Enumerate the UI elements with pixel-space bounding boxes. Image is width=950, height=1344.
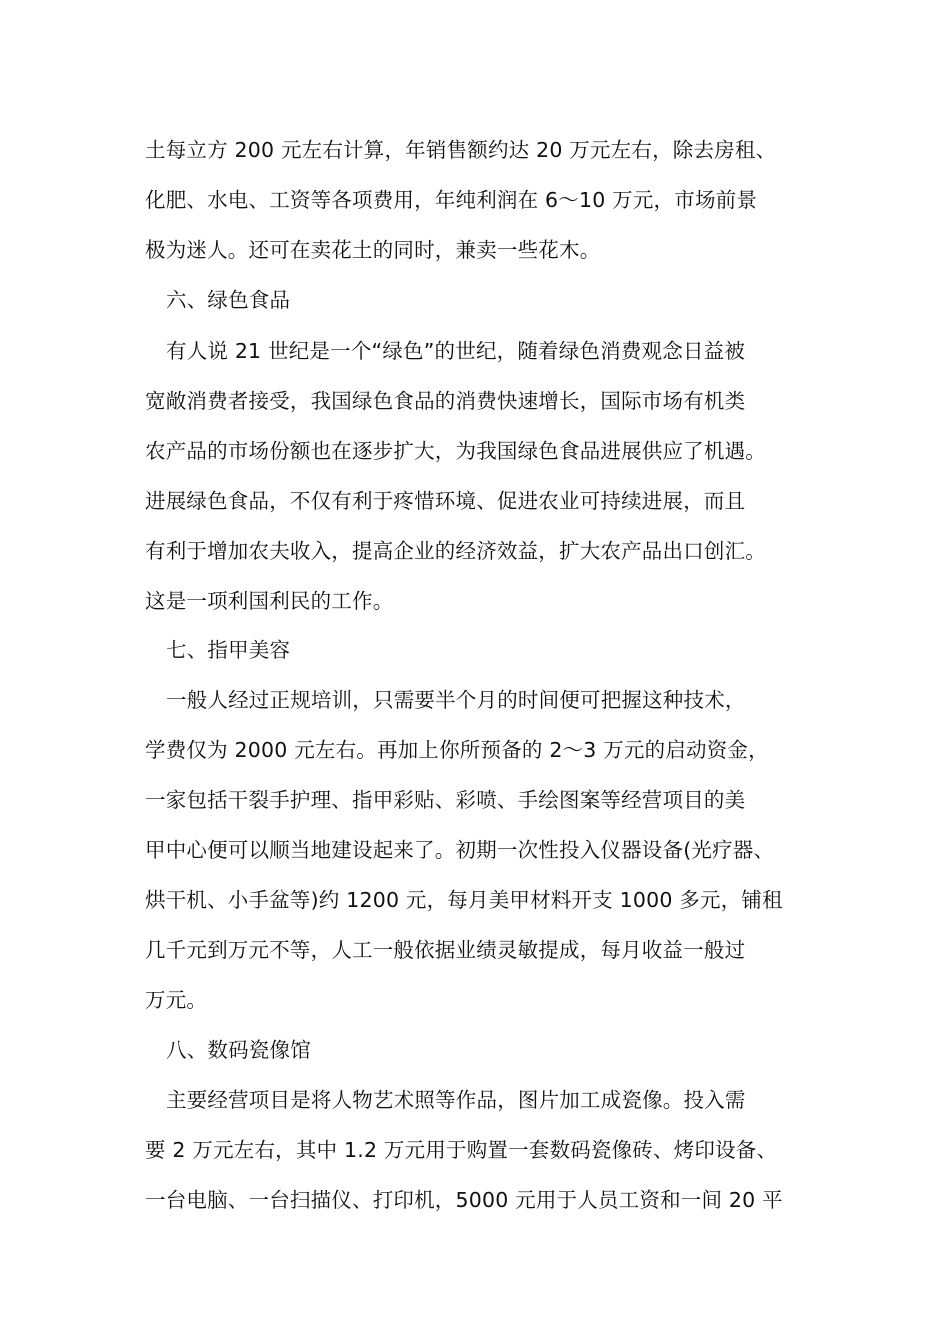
paragraph-line: 这是一项利国利民的工作。: [145, 589, 394, 613]
paragraph-line: 有利于增加农夫收入，提高企业的经济效益，扩大农产品出口创汇。: [145, 539, 766, 563]
paragraph-line: 化肥、水电、工资等各项费用，年纯利润在 6～10 万元，市场前景: [145, 188, 758, 212]
paragraph-line: 一般人经过正规培训，只需要半个月的时间便可把握这种技术，: [166, 688, 746, 712]
paragraph-line: 宽敞消费者接受，我国绿色食品的消费快速增长，国际市场有机类: [145, 389, 746, 413]
section-heading: 六、绿色食品: [166, 288, 291, 312]
paragraph-line: 一台电脑、一台扫描仪、打印机，5000 元用于人员工资和一间 20 平: [145, 1188, 783, 1212]
paragraph-line: 万元。: [145, 988, 208, 1012]
paragraph-line: 甲中心便可以顺当地建设起来了。初期一次性投入仪器设备(光疗器、: [145, 838, 775, 862]
paragraph-line: 学费仅为 2000 元左右。再加上你所预备的 2～3 万元的启动资金，: [145, 738, 769, 762]
paragraph-line: 要 2 万元左右，其中 1.2 万元用于购置一套数码瓷像砖、烤印设备、: [145, 1138, 778, 1162]
section-heading: 七、指甲美容: [166, 638, 291, 662]
paragraph-line: 农产品的市场份额也在逐步扩大，为我国绿色食品进展供应了机遇。: [145, 439, 766, 463]
paragraph-line: 几千元到万元不等，人工一般依据业绩灵敏提成，每月收益一般过: [145, 938, 746, 962]
paragraph-line: 一家包括干裂手护理、指甲彩贴、彩喷、手绘图案等经营项目的美: [145, 788, 746, 812]
paragraph-line: 极为迷人。还可在卖花土的同时，兼卖一些花木。: [145, 238, 601, 262]
paragraph-line: 有人说 21 世纪是一个“绿色”的世纪，随着绿色消费观念日益被: [166, 339, 746, 363]
paragraph-line: 烘干机、小手盆等)约 1200 元，每月美甲材料开支 1000 多元，铺租: [145, 888, 783, 912]
section-heading: 八、数码瓷像馆: [166, 1038, 311, 1062]
paragraph-line: 主要经营项目是将人物艺术照等作品，图片加工成瓷像。投入需: [166, 1088, 746, 1112]
paragraph-line: 土每立方 200 元左右计算，年销售额约达 20 万元左右，除去房租、: [145, 138, 777, 162]
paragraph-line: 进展绿色食品，不仅有利于疼惜环境、促进农业可持续进展，而且: [145, 489, 746, 513]
